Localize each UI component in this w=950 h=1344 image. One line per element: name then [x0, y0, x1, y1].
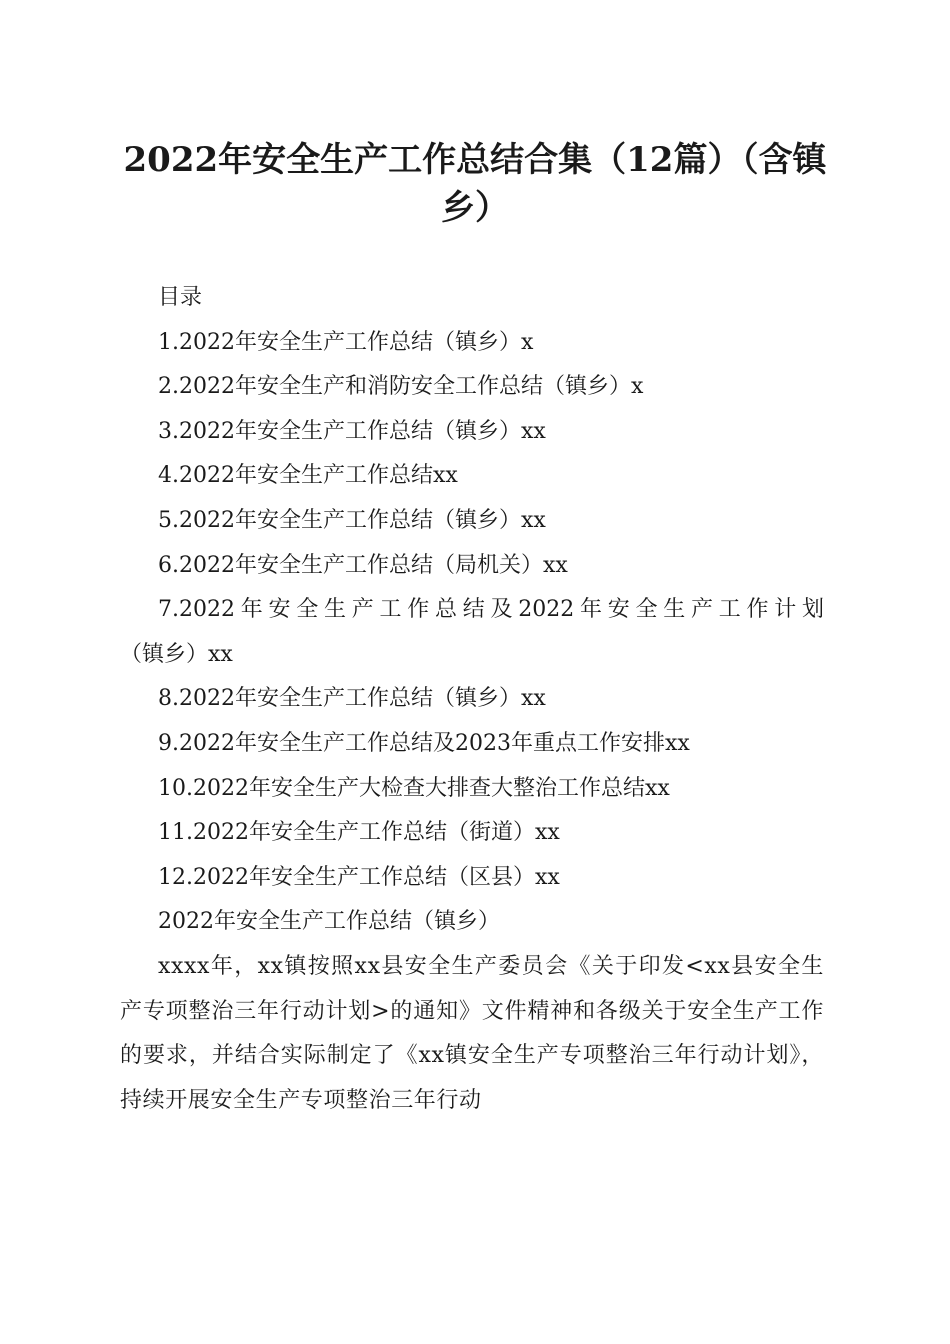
toc-item: 12.2022年安全生产工作总结（区县）xx: [158, 864, 560, 890]
toc-item: 2.2022年安全生产和消防安全工作总结（镇乡）x: [158, 374, 644, 400]
body-paragraph: xxxx年，xx镇按照xx县安全生产委员会《关于印发<xx县安全生产专项整治三年行动计划>的通知》文件精神和各级关于安全生产工作的要求，并结合实际制定了《xx镇安全生产专项整治三年行动计划》，持续开展安全生产专项整治三年行动: [120, 953, 824, 1113]
toc-item: 7.2022年安全生产工作总结及2022年安全生产工作计划: [158, 597, 824, 623]
toc-item: 8.2022年安全生产工作总结（镇乡）xx: [158, 686, 546, 712]
toc-item: 9.2022年安全生产工作总结及2023年重点工作安排xx: [158, 730, 690, 756]
toc-item: 5.2022年安全生产工作总结（镇乡）xx: [158, 507, 546, 533]
toc-item: 1.2022年安全生产工作总结（镇乡）x: [158, 329, 534, 355]
section-title: 2022年安全生产工作总结（镇乡）: [158, 909, 500, 935]
document-content: [120, 276, 824, 1123]
toc-item: 6.2022年安全生产工作总结（局机关）xx: [158, 552, 568, 578]
document-title: 2022年安全生产工作总结合集（12篇）（含镇乡）: [123, 140, 827, 228]
toc-item: 11.2022年安全生产工作总结（街道）xx: [158, 820, 560, 846]
table-of-contents: [120, 321, 824, 901]
toc-heading: 目录: [158, 285, 203, 310]
toc-item: 3.2022年安全生产工作总结（镇乡）xx: [158, 418, 546, 444]
toc-item: 10.2022年安全生产大检查大排查大整治工作总结xx: [158, 775, 670, 801]
toc-item-continuation: （镇乡）xx: [120, 641, 233, 667]
toc-item: 4.2022年安全生产工作总结xx: [158, 463, 458, 489]
